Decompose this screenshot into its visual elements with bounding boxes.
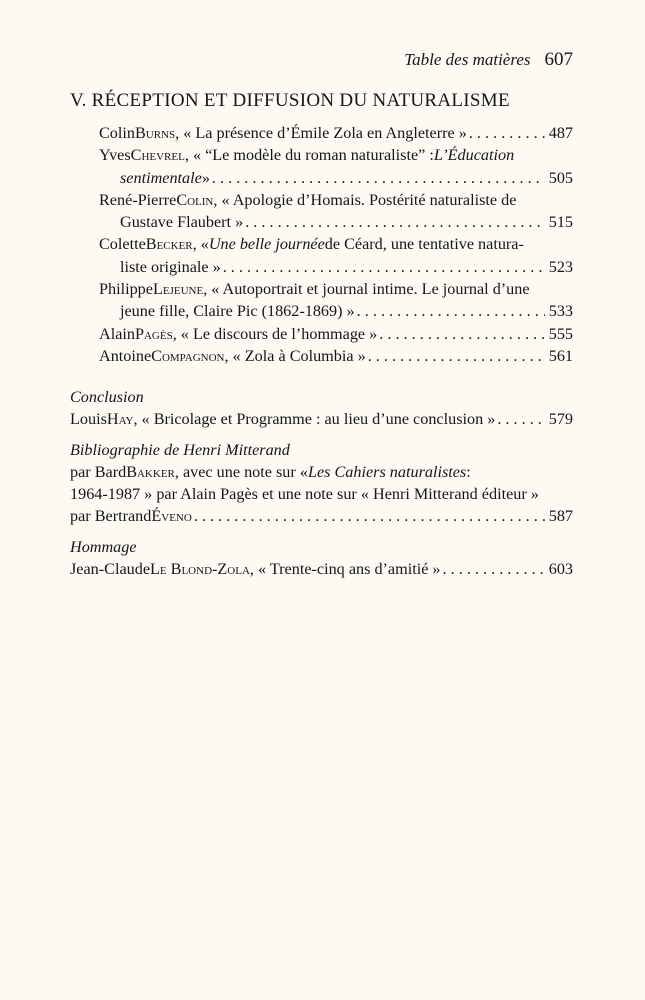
hommage-heading: Hommage xyxy=(70,537,137,556)
entry-page: 579 xyxy=(548,410,573,429)
entry-title-italic: sentimentale xyxy=(120,168,202,187)
toc-entry xyxy=(99,323,573,345)
entry-title: , « Autoportrait et journal intime. Le journal d’une xyxy=(203,280,530,299)
toc-section-entries xyxy=(99,122,573,367)
entry-title: de Céard, une tentative natura- xyxy=(324,235,524,254)
bibliographie-line-3 xyxy=(70,505,573,527)
entry-title: Gustave Flaubert » xyxy=(120,213,244,232)
text: par Bertrand xyxy=(70,507,152,526)
entry-title: , « Le discours de l’hommage » xyxy=(172,324,378,343)
author-first: René-Pierre xyxy=(99,190,177,209)
running-title: Table des matières xyxy=(404,50,531,69)
toc-entry xyxy=(70,408,573,430)
entry-page: 603 xyxy=(548,560,573,579)
leader-dots xyxy=(443,558,545,580)
entry-title-italic: Les Cahiers naturalistes xyxy=(307,462,467,481)
text: , avec une note sur « xyxy=(174,462,308,481)
author-first: Alain xyxy=(99,324,135,343)
entry-page: 561 xyxy=(548,346,573,365)
entry-page: 555 xyxy=(548,324,573,343)
leader-dots xyxy=(357,300,545,322)
author-surname: Éveno xyxy=(151,507,192,526)
toc-entry xyxy=(70,558,573,580)
author-surname: Compagnon xyxy=(151,346,225,365)
leader-dots xyxy=(223,256,545,278)
section-title: V. RÉCEPTION ET DIFFUSION DU NATURALISME xyxy=(70,90,510,111)
author-first: Colin xyxy=(99,124,135,142)
entry-title: , « Trente-cinq ans d’amitié » xyxy=(249,560,441,579)
author-first: Louis xyxy=(70,410,107,429)
bibliographie-heading: Bibliographie de Henri Mitterand xyxy=(70,440,290,459)
leader-dots xyxy=(469,122,545,144)
author-surname: Bakker xyxy=(126,462,175,481)
author-surname: Lejeune xyxy=(152,280,204,299)
text: 1964-1987 » par Alain Pagès et une note sur « Henri Mitterand éditeur » xyxy=(70,485,539,504)
entry-title: liste originale » xyxy=(120,257,221,276)
author-surname: Hay xyxy=(106,410,134,429)
author-first: Colette xyxy=(99,235,146,254)
author-surname: Pagès xyxy=(134,324,173,343)
leader-dots xyxy=(379,323,544,345)
entry-title: , « “Le modèle du roman naturaliste” : xyxy=(184,146,434,165)
entry-page: 587 xyxy=(548,507,573,526)
entry-title: , « xyxy=(192,235,209,254)
author-first: Antoine xyxy=(99,346,152,365)
entry-page: 533 xyxy=(548,302,573,321)
toc-appendix-entries xyxy=(70,386,573,580)
toc-entry xyxy=(99,278,573,323)
author-first: Philippe xyxy=(99,280,153,299)
leader-dots xyxy=(497,408,544,430)
entry-title: , « Apologie d’Homais. Postérité naturaliste de xyxy=(213,190,517,209)
entry-title-italic: L’Éducation xyxy=(433,146,515,165)
bibliographie-line-1 xyxy=(70,461,573,483)
text: par Bard xyxy=(70,462,127,481)
author-surname: Colin xyxy=(176,190,214,209)
conclusion-heading: Conclusion xyxy=(70,388,144,406)
author-surname: Le Blond-Zola xyxy=(150,560,250,579)
author-first: Yves xyxy=(99,146,131,165)
running-header xyxy=(404,49,573,71)
author-surname: Becker xyxy=(145,235,193,254)
entry-title-italic: Une belle journée xyxy=(208,235,325,254)
text: : xyxy=(466,462,471,481)
entry-page: 505 xyxy=(548,168,573,187)
entry-title: , « Bricolage et Programme : au lieu d’une conclusion » xyxy=(133,410,496,429)
entry-page: 487 xyxy=(548,124,573,142)
author-first: Jean-Claude xyxy=(70,560,151,579)
toc-entry xyxy=(99,189,573,234)
author-surname: Chevrel xyxy=(130,146,185,165)
author-surname: Burns xyxy=(134,124,176,142)
toc-entry xyxy=(99,233,573,278)
entry-page: 523 xyxy=(548,257,573,276)
leader-dots xyxy=(212,167,545,189)
toc-entry xyxy=(99,122,573,144)
toc-entry xyxy=(99,345,573,367)
leader-dots xyxy=(245,211,545,233)
entry-title: jeune fille, Claire Pic (1862-1869) » xyxy=(120,302,355,321)
entry-title: , « La présence d’Émile Zola en Angleterre » xyxy=(175,124,467,142)
leader-dots xyxy=(194,505,545,527)
entry-title: , « Zola à Columbia » xyxy=(224,346,366,365)
bibliographie-line-2 xyxy=(70,483,573,505)
entry-page: 515 xyxy=(548,213,573,232)
entry-title: » xyxy=(201,168,210,187)
toc-entry xyxy=(99,144,573,189)
page-number: 607 xyxy=(544,49,573,70)
leader-dots xyxy=(368,345,545,367)
